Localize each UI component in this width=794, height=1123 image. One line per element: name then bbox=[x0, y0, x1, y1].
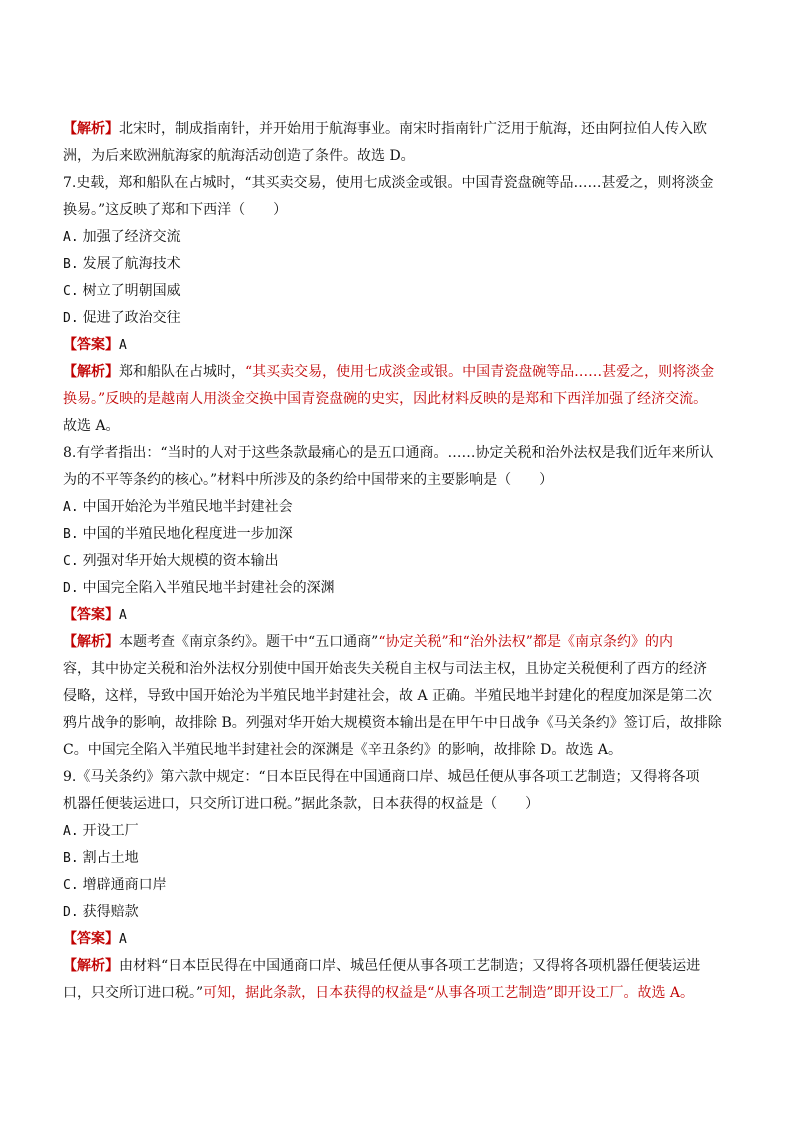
answer-tag: 【答案】 bbox=[63, 337, 119, 353]
q8-stem-line-1: 8.有学者指出：“当时的人对于这些条款最痛心的是五口通商。……协定关税和治外法权是我们近年来所认 bbox=[63, 445, 714, 461]
q7-analysis-line-2 bbox=[63, 386, 731, 413]
q8-option-a bbox=[63, 494, 731, 521]
option-label: D. bbox=[63, 581, 79, 596]
option-label: A. bbox=[63, 824, 79, 839]
option-text: 开设工厂 bbox=[82, 823, 139, 839]
option-label: C. bbox=[63, 554, 79, 569]
option-text: 发展了航海技术 bbox=[82, 256, 181, 272]
q9-analysis-line-2 bbox=[63, 980, 731, 1007]
q7-option-a bbox=[63, 224, 731, 251]
analysis-quote: “其买卖交易，使用七成淡金或银。中国青瓷盘碗等品……甚爱之，则将淡金 bbox=[245, 364, 715, 380]
q8-analysis-line-4: 鸦片战争的影响，故排除 B。列强对华开始大规模资本输出是在甲午中日战争《马关条约》签订后，故排除 bbox=[63, 715, 722, 731]
q8-option-b bbox=[63, 521, 731, 548]
option-label: D. bbox=[63, 905, 79, 920]
answer-value: A bbox=[119, 338, 127, 353]
document-page bbox=[63, 116, 731, 1007]
q6-analysis-line-1 bbox=[63, 116, 731, 143]
q9-option-a bbox=[63, 818, 731, 845]
q7-stem-line-1: 7.史载，郑和船队在占城时，“其买卖交易，使用七成淡金或银。中国青瓷盘碗等品……甚爱之，则将淡金 bbox=[63, 175, 714, 191]
option-label: A. bbox=[63, 500, 79, 515]
q8-stem-line-2: 为的不平等条约的核心。”材料中所涉及的条约给中国带来的主要影响是（ ） bbox=[63, 472, 554, 488]
q9-stem-line-2: 机器任便装运进口，只交所订进口税。”据此条款，日本获得的权益是（ ） bbox=[63, 796, 540, 812]
option-label: B. bbox=[63, 851, 79, 866]
option-label: D. bbox=[63, 311, 79, 326]
q8-option-d bbox=[63, 575, 731, 602]
analysis-text: 反映的是越南人用淡金交换中国青瓷盘碗的史实，因此材料反映的是郑和下西洋加强了经济交流。 bbox=[105, 391, 708, 407]
analysis-tag: 【解析】 bbox=[63, 121, 119, 137]
answer-tag: 【答案】 bbox=[63, 931, 119, 947]
option-label: B. bbox=[63, 527, 79, 542]
q8-analysis-line-3: 侵略，这样，导致中国开始沦为半殖民地半封建社会，故 A 正确。半殖民地半封建化的程度加深是第二次 bbox=[63, 688, 713, 704]
analysis-tag: 【解析】 bbox=[63, 364, 119, 380]
option-text: 中国完全陷入半殖民地半封建社会的深渊 bbox=[82, 580, 335, 596]
option-text: 树立了明朝国威 bbox=[82, 283, 181, 299]
option-text: 获得赔款 bbox=[82, 904, 139, 920]
q9-option-b bbox=[63, 845, 731, 872]
option-label: C. bbox=[63, 878, 79, 893]
analysis-text: 由材料“日本臣民得在中国通商口岸、城邑任便从事各项工艺制造；又得将各项机器任便装运进 bbox=[119, 958, 701, 974]
analysis-tag: 【解析】 bbox=[63, 958, 119, 974]
q6-analysis-text: 北宋时，制成指南针，并开始用于航海事业。南宋时指南针广泛用于航海，还由阿拉伯人传入欧 bbox=[119, 121, 707, 137]
q7-analysis-line-3: 故选 A。 bbox=[63, 418, 120, 434]
option-text: 促进了政治交往 bbox=[82, 310, 181, 326]
option-label: C. bbox=[63, 284, 79, 299]
option-label: A. bbox=[63, 230, 79, 245]
q9-option-c bbox=[63, 872, 731, 899]
analysis-text: 本题考查《南京条约》。题干中“五口通商” bbox=[119, 634, 379, 650]
q9-option-d bbox=[63, 899, 731, 926]
option-text: 中国的半殖民地化程度进一步加深 bbox=[82, 526, 293, 542]
q7-answer bbox=[63, 332, 731, 359]
analysis-tag: 【解析】 bbox=[63, 634, 119, 650]
option-text: 增辟通商口岸 bbox=[82, 877, 167, 893]
q6-analysis-line-2: 洲，为后来欧洲航海家的航海活动创造了条件。故选 D。 bbox=[63, 148, 415, 164]
option-text: 割占土地 bbox=[82, 850, 139, 866]
analysis-conclusion: 可知，据此条款，日本获得的权益是“从事各项工艺制造”即开设工厂。故选 A。 bbox=[203, 985, 695, 1001]
q9-stem-line-1: 9.《马关条约》第六款中规定：“日本臣民得在中国通商口岸、城邑任便从事各项工艺制造；又得将各项 bbox=[63, 769, 700, 785]
q7-option-c bbox=[63, 278, 731, 305]
option-label: B. bbox=[63, 257, 79, 272]
analysis-quote: “协定关税”和“治外法权”都是《南京条约》的内 bbox=[378, 634, 673, 650]
q8-option-c bbox=[63, 548, 731, 575]
q8-analysis-line-5: C。中国完全陷入半殖民地半封建社会的深渊是《辛丑条约》的影响，故排除 D。故选 A。 bbox=[63, 742, 622, 758]
option-text: 中国开始沦为半殖民地半封建社会 bbox=[82, 499, 293, 515]
answer-value: A bbox=[119, 608, 127, 623]
q9-analysis-line-1 bbox=[63, 953, 731, 980]
q7-analysis-line-1 bbox=[63, 359, 731, 386]
answer-value: A bbox=[119, 932, 127, 947]
analysis-text: 郑和船队在占城时， bbox=[119, 364, 245, 380]
analysis-quote: 换易。” bbox=[63, 391, 106, 407]
q8-analysis-line-2: 容，其中协定关税和治外法权分别使中国开始丧失关税自主权与司法主权，且协定关税便利了西方的经济 bbox=[63, 661, 707, 677]
option-text: 列强对华开始大规模的资本输出 bbox=[82, 553, 279, 569]
q7-option-b bbox=[63, 251, 731, 278]
analysis-text: 口，只交所订进口税。” bbox=[63, 985, 204, 1001]
answer-tag: 【答案】 bbox=[63, 607, 119, 623]
option-text: 加强了经济交流 bbox=[82, 229, 181, 245]
q8-analysis-line-1 bbox=[63, 629, 731, 656]
q7-option-d bbox=[63, 305, 731, 332]
q9-answer bbox=[63, 926, 731, 953]
q7-stem-line-2: 换易。”这反映了郑和下西洋（ ） bbox=[63, 202, 288, 218]
q8-answer bbox=[63, 602, 731, 629]
